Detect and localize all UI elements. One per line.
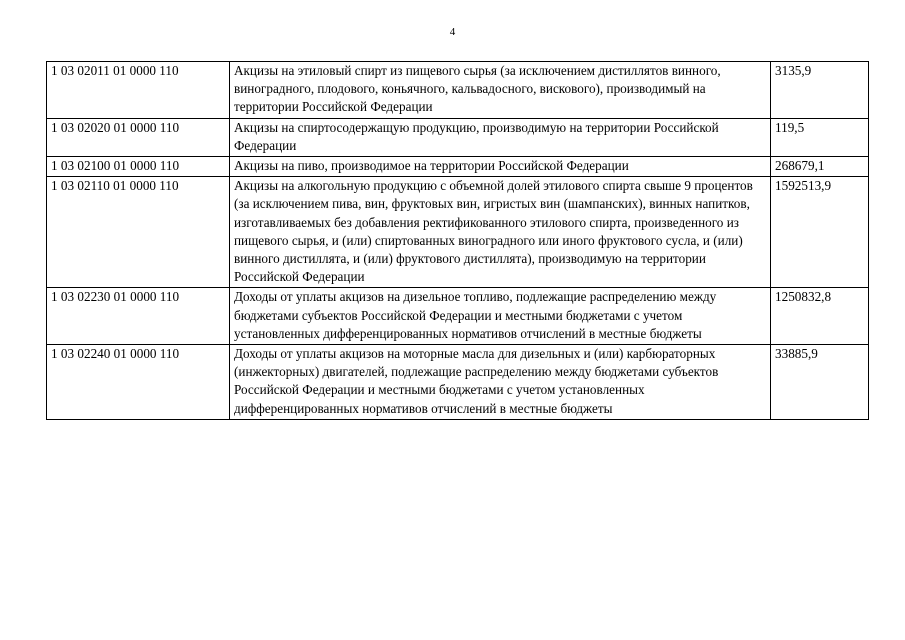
table-row xyxy=(47,118,869,156)
table-row xyxy=(47,288,869,345)
budget-code-cell: 1 03 02011 01 0000 110 xyxy=(47,62,230,119)
description-cell: Доходы от уплаты акцизов на моторные масла для дизельных и (или) карбюраторных (инжекторных) двигателей, подлежащие распределению между бюджетами субъектов Российской Федерации и местными бюджетами с учетом установленных дифференцированных нормативов отчислений в местные бюджеты xyxy=(230,345,771,420)
table-row xyxy=(47,177,869,288)
description-cell: Акцизы на алкогольную продукцию с объемной долей этилового спирта свыше 9 процентов (за исключением пива, вин, фруктовых вин, игристых вин (шампанских), винных напитков, изготавливаемых без добавления ректификованного этилового спирта, произведенного из пищевого сырья, и (или) спиртованных виноградного или иного фруктового сусла, и (или) винного дистиллята, и (или) фруктового дистиллята), производимую на территории Российской Федерации xyxy=(230,177,771,288)
budget-code-cell: 1 03 02100 01 0000 110 xyxy=(47,157,230,177)
table-row xyxy=(47,62,869,119)
table-row xyxy=(47,345,869,420)
amount-cell: 1592513,9 xyxy=(771,177,869,288)
description-cell: Акцизы на этиловый спирт из пищевого сырья (за исключением дистиллятов винного, виноградного, плодового, коньячного, кальвадосного, вискового), производимый на территории Российской Федерации xyxy=(230,62,771,119)
budget-code-cell: 1 03 02240 01 0000 110 xyxy=(47,345,230,420)
description-cell: Акцизы на пиво, производимое на территории Российской Федерации xyxy=(230,157,771,177)
amount-cell: 33885,9 xyxy=(771,345,869,420)
amount-cell: 119,5 xyxy=(771,118,869,156)
table-row xyxy=(47,157,869,177)
description-cell: Акцизы на спиртосодержащую продукцию, производимую на территории Российской Федерации xyxy=(230,118,771,156)
revenue-table xyxy=(46,61,869,420)
amount-cell: 3135,9 xyxy=(771,62,869,119)
description-cell: Доходы от уплаты акцизов на дизельное топливо, подлежащие распределению между бюджетами субъектов Российской Федерации и местными бюджетами с учетом установленных дифференцированных нормативов отчислений в местные бюджеты xyxy=(230,288,771,345)
budget-code-cell: 1 03 02020 01 0000 110 xyxy=(47,118,230,156)
budget-code-cell: 1 03 02110 01 0000 110 xyxy=(47,177,230,288)
amount-cell: 1250832,8 xyxy=(771,288,869,345)
amount-cell: 268679,1 xyxy=(771,157,869,177)
page-number: 4 xyxy=(449,26,456,38)
budget-code-cell: 1 03 02230 01 0000 110 xyxy=(47,288,230,345)
